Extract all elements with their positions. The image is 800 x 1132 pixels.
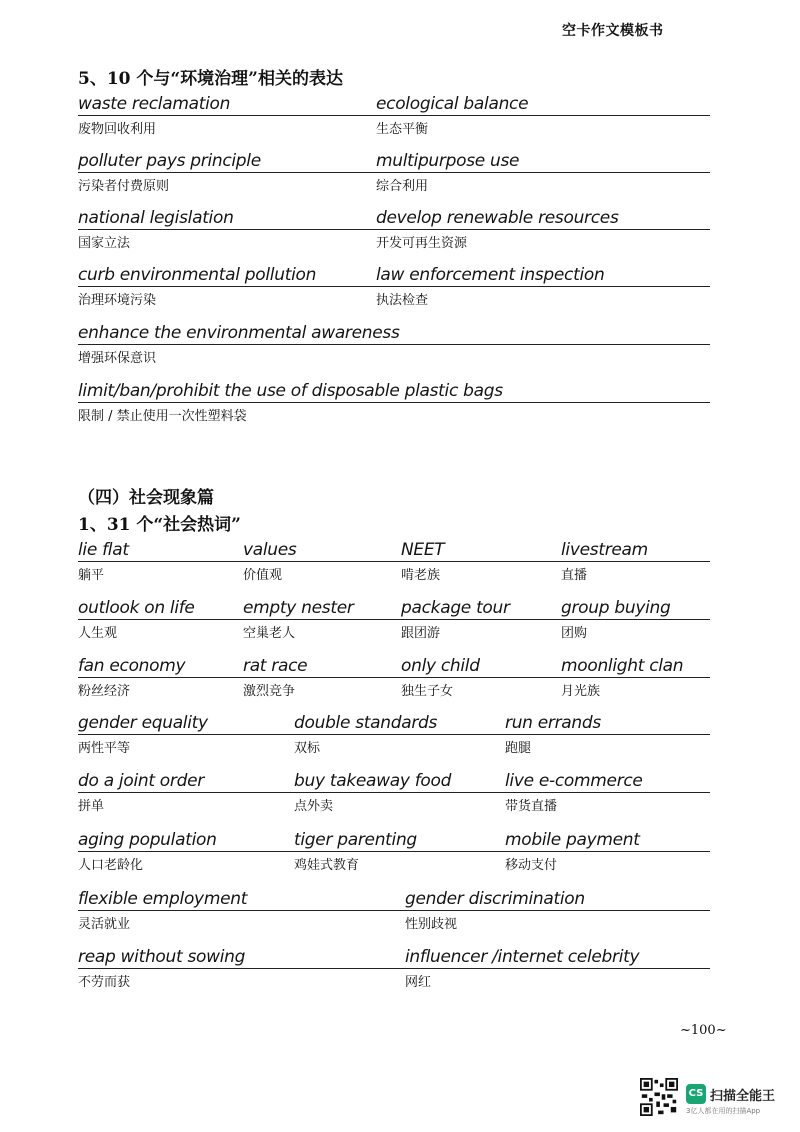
qr-code-icon [640,1078,678,1116]
phrase-row [78,655,710,699]
section-heading-environment: 5、10 个与“环境治理”相关的表达 [78,69,343,89]
phrase-chinese: 治理环境污染 [78,293,157,308]
underline [78,968,710,969]
underline [78,677,710,678]
scanner-tagline: 3亿人都在用的扫描App [686,1107,761,1115]
phrase-chinese: 国家立法 [78,236,131,251]
phrase-chinese: 废物回收利用 [78,122,157,137]
phrase-chinese: 点外卖 [294,799,334,814]
phrase-english: mobile payment [505,830,640,850]
phrase-row [78,770,710,814]
phrase-english: polluter pays principle [78,151,261,171]
phrase-english: law enforcement inspection [376,265,605,285]
phrase-chinese: 两性平等 [78,741,131,756]
phrase-row [78,888,710,932]
phrase-english: rat race [243,656,308,676]
phrase-english: multipurpose use [376,151,520,171]
phrase-chinese: 生态平衡 [376,122,429,137]
phrase-english: only child [401,656,480,676]
camscanner-logo-icon: CS [686,1084,706,1104]
phrase-english: reap without sowing [78,947,246,967]
phrase-row [78,93,710,137]
phrase-english: lie flat [78,540,129,560]
underline [78,172,710,173]
phrase-english: national legislation [78,208,234,228]
phrase-english: run errands [505,713,601,733]
phrase-row [78,597,710,641]
phrase-english: livestream [561,540,648,560]
phrase-row [78,539,710,583]
phrase-english: values [243,540,297,560]
page-number: ~100~ [680,1023,727,1038]
phrase-chinese: 人口老龄化 [78,858,144,873]
phrase-english: curb environmental pollution [78,265,317,285]
phrase-row [78,322,710,366]
phrase-english: fan economy [78,656,186,676]
phrase-chinese: 月光族 [561,684,601,699]
phrase-english: gender discrimination [405,889,585,909]
phrase-chinese: 价值观 [243,568,283,583]
underline [78,910,710,911]
phrase-english: enhance the environmental awareness [78,323,400,343]
underline [78,115,710,116]
phrase-chinese: 综合利用 [376,179,429,194]
phrase-chinese: 团购 [561,626,588,641]
phrase-english: gender equality [78,713,208,733]
phrase-english: waste reclamation [78,94,231,114]
phrase-row [78,712,710,756]
phrase-english: influencer /internet celebrity [405,947,640,967]
phrase-chinese: 双标 [294,741,321,756]
phrase-english: ecological balance [376,94,529,114]
phrase-chinese: 灵活就业 [78,917,131,932]
phrase-chinese: 鸡娃式教育 [294,858,360,873]
phrase-chinese: 粉丝经济 [78,684,131,699]
section-heading-hot-words: 1、31 个“社会热词” [78,515,241,535]
phrase-chinese: 执法检查 [376,293,429,308]
phrase-row [78,829,710,873]
underline [78,734,710,735]
scanner-app-name: 扫描全能王 [710,1089,776,1104]
phrase-row [78,946,710,990]
phrase-chinese: 开发可再生资源 [376,236,468,251]
phrase-english: empty nester [243,598,354,618]
phrase-english: do a joint order [78,771,204,791]
phrase-chinese: 直播 [561,568,588,583]
phrase-row [78,264,710,308]
phrase-english: double standards [294,713,438,733]
phrase-chinese: 独生子女 [401,684,454,699]
phrase-chinese: 不劳而获 [78,975,131,990]
part-heading-social: （四）社会现象篇 [78,488,214,508]
phrase-chinese: 增强环保意识 [78,351,157,366]
underline [78,561,710,562]
phrase-english: live e-commerce [505,771,643,791]
phrase-english: moonlight clan [561,656,684,676]
phrase-row [78,207,710,251]
phrase-chinese: 跟团游 [401,626,441,641]
underline [78,286,710,287]
underline [78,851,710,852]
phrase-chinese: 啃老族 [401,568,441,583]
phrase-english: limit/ban/prohibit the use of disposable plastic bags [78,381,503,401]
phrase-chinese: 激烈竞争 [243,684,296,699]
phrase-english: buy takeaway food [294,771,452,791]
phrase-chinese: 空巢老人 [243,626,296,641]
phrase-chinese: 性别歧视 [405,917,458,932]
phrase-chinese: 躺平 [78,568,105,583]
scanner-watermark [640,1078,790,1120]
phrase-english: tiger parenting [294,830,417,850]
phrase-english: package tour [401,598,510,618]
phrase-english: flexible employment [78,889,248,909]
phrase-row [78,150,710,194]
phrase-english: NEET [401,540,445,560]
underline [78,402,710,403]
underline [78,792,710,793]
underline [78,229,710,230]
phrase-english: aging population [78,830,217,850]
phrase-english: outlook on life [78,598,195,618]
phrase-chinese: 移动支付 [505,858,558,873]
book-title: 空卡作文模板书 [562,23,664,39]
phrase-chinese: 拼单 [78,799,105,814]
phrase-english: develop renewable resources [376,208,619,228]
phrase-chinese: 带货直播 [505,799,558,814]
phrase-row [78,380,710,424]
underline [78,619,710,620]
phrase-chinese: 跑腿 [505,741,532,756]
phrase-chinese: 人生观 [78,626,118,641]
phrase-chinese: 污染者付费原则 [78,179,170,194]
underline [78,344,710,345]
phrase-english: group buying [561,598,671,618]
phrase-chinese: 网红 [405,975,432,990]
phrase-chinese: 限制 / 禁止使用一次性塑料袋 [78,409,247,424]
